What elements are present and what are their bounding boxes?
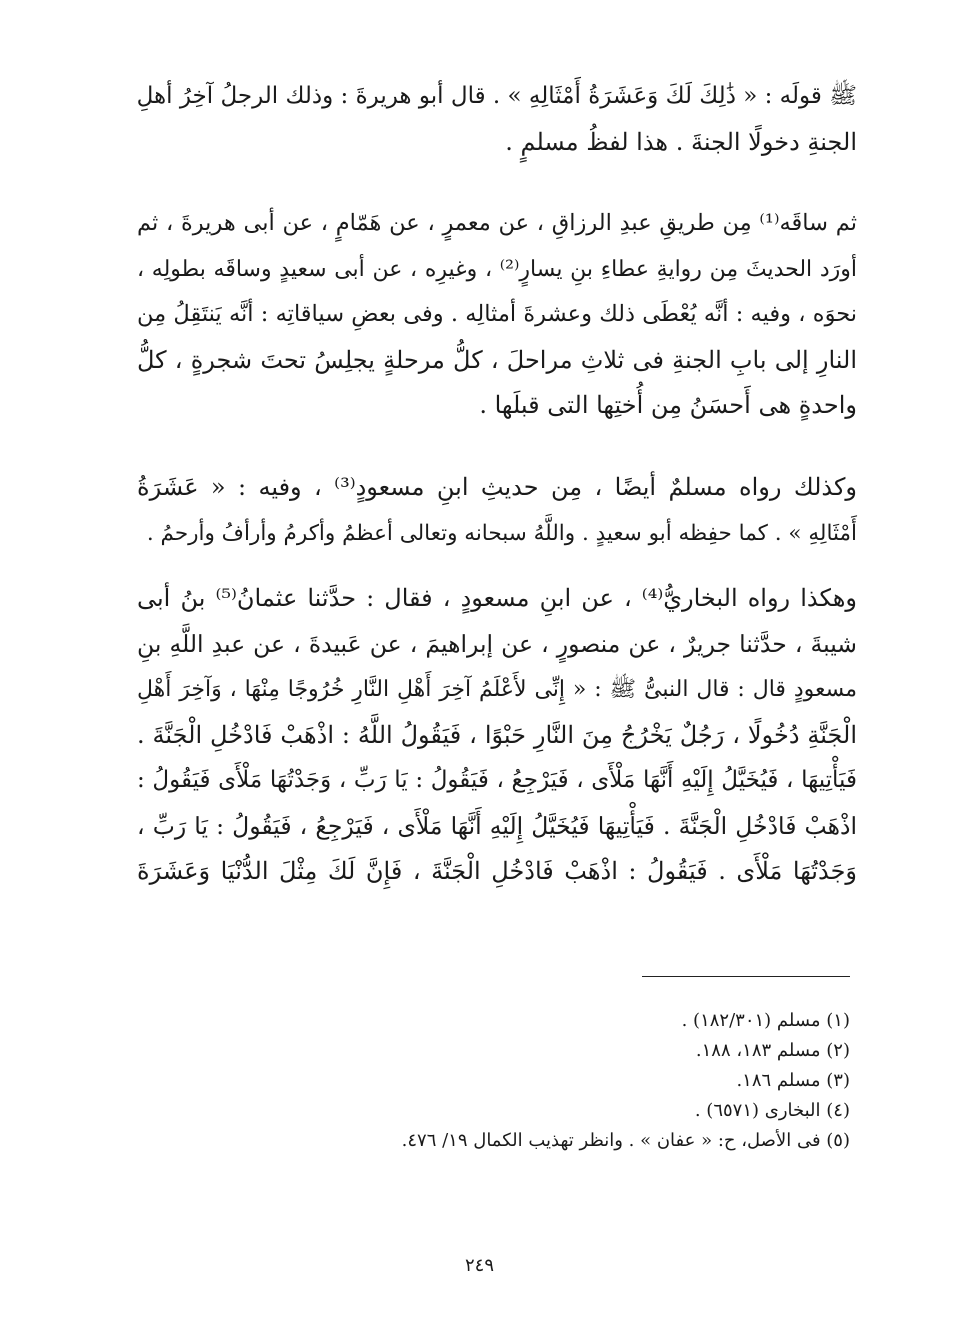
footnote-5: (٥) فى الأصل، ح: « عفان » . وانظر تهذيب الكمال ١٩/ ٤٧٦. xyxy=(401,1130,850,1151)
paragraph-4 xyxy=(137,576,857,895)
footnote-1: (١) مسلم (١٨٢/٣٠١) . xyxy=(681,1010,850,1031)
paragraph-1 xyxy=(137,74,857,165)
footnote-divider xyxy=(642,976,850,977)
paragraph-3 xyxy=(137,465,857,556)
text-line: أَمْثَالِهِ » . كما حفِظه أبو سعيدٍ . واللَّهُ سبحانه وتعالى أعظمُ وأكرمُ وأرأفُ وأرحمُ . xyxy=(146,520,857,546)
text-line: النارِ إلى بابِ الجنةِ فى ثلاثِ مراحلَ ، كلُّ مرحلةٍ يجلِسُ تحتَ شجرةٍ ، كلُّ xyxy=(137,345,857,374)
footnote-4: (٤) البخارى (٦٥٧١) . xyxy=(694,1100,850,1121)
text-line: وَجَدْتُهَا مَلْأَى . فَيَقُولُ : اذْهَبْ فَادْخُلِ الْجَنَّةَ ، فَإِنَّ لَكَ مِثْلَ الدُّنْيَا وَعَشَرَةَ xyxy=(137,857,857,885)
text-line: ثم ساقَه⁽¹⁾ مِن طريقِ عبدِ الرزاقِ ، عن معمرٍ ، عن هَمّامٍ ، عن أبى هريرةَ ، ثم xyxy=(137,210,857,236)
text-line: الجنةِ دخولًا الجنةَ . هذا لفظُ مسلمٍ . xyxy=(505,127,857,156)
text-line: اذْهَبْ فَادْخُلِ الْجَنَّةَ . فَيَأْتِيهَا فَيُخَيَّلُ إِلَيْهِ أَنَّهَا مَلْأَى ، فَيَرْجِعُ ، فَيَقُولُ : يَا رَبِّ ، xyxy=(137,811,857,840)
text-line: نحوَه ، وفيه : أنَّه يُعْطَى ذلك وعشرةَ أمثالِه . وفى بعضِ سياقاتِه : أنَّه يَنتَقِلُ مِن xyxy=(137,301,857,327)
footnotes xyxy=(150,1006,850,1156)
footnote-3: (٣) مسلم ١٨٦. xyxy=(736,1070,850,1091)
paragraph-2 xyxy=(137,201,857,429)
page-number: ٢٤٩ xyxy=(464,1255,494,1276)
text-line: شيبةَ ، حدَّثنا جريرٌ ، عن منصورٍ ، عن إبراهيمَ ، عن عَبيدةَ ، عن عبدِ اللَّهِ بنِ xyxy=(137,629,857,658)
text-line: أورَد الحديثَ مِن روايةِ عطاءِ بنِ يسارٍ⁽²⁾ ، وغيرِه ، عن أبى سعيدٍ وساقَه بطولِه ، xyxy=(137,256,857,282)
text-line: الْجَنَّةِ دُخُولًا ، رَجُلٌ يَخْرُجُ مِنَ النَّارِ حَبْوًا ، فَيَقُولُ اللَّهُ : اذْهَبْ فَادْخُلِ الْجَنَّةَ . xyxy=(137,720,857,749)
text-line: وهكذا رواه البخاريُّ⁽⁴⁾ ، عن ابنِ مسعودٍ ، فقال : حدَّثنا عثمانُ⁽⁵⁾ بنُ أبى xyxy=(137,584,857,612)
text-line: وكذلك رواه مسلمٌ أيضًا ، مِن حديثِ ابنِ مسعودٍ⁽³⁾ ، وفيه : « عَشَرَةُ xyxy=(137,473,857,501)
text-line: فَيَأْتِيهَا ، فَيُخَيَّلُ إِلَيْهِ أَنَّهَا مَلْأَى ، فَيَرْجِعُ ، فَيَقُولُ : يَا رَبِّ ، وَجَدْتُهَا مَلْأَى فَيَقُولُ : xyxy=(137,767,857,793)
text-line: مسعودٍ قال : قال النبىُّ ﷺ : « إِنِّى لأَعْلَمُ آخِرَ أَهْلِ النَّارِ خُرُوجًا مِنْهَا ، وَآخِرَ أَهْلِ xyxy=(137,677,857,702)
text-line: ﷺ قولَه : « ذَٰلِكَ لَكَ وَعَشَرَةُ أَمْثَالِهِ » . قال أبو هريرةَ : وذلك الرجلُ آخِرُ أهلِ xyxy=(136,83,857,109)
footnote-2: (٢) مسلم ١٨٣، ١٨٨. xyxy=(695,1040,850,1061)
text-line: واحدةٍ هى أَحسَنُ مِن أُختِها التى قبلَها . xyxy=(479,391,857,419)
